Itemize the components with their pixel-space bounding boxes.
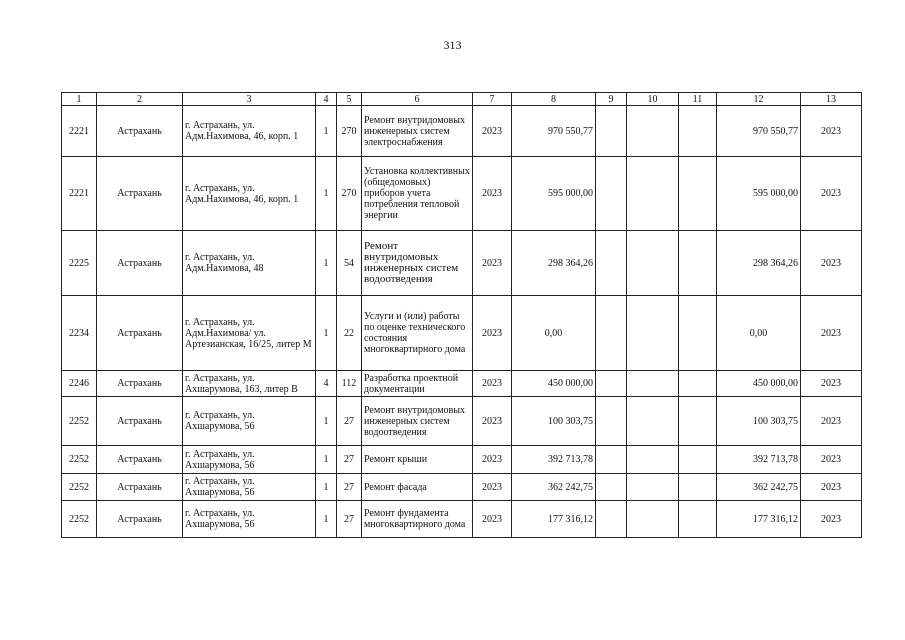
work-type: Ремонт внутридомовых инженерных систем водоотведения bbox=[362, 397, 473, 446]
house-id: 2221 bbox=[62, 106, 97, 157]
col-9-value bbox=[596, 296, 627, 371]
cost-fund: 298 364,26 bbox=[717, 231, 801, 296]
table-row bbox=[62, 106, 862, 157]
column-number: 11 bbox=[679, 93, 717, 106]
column-number: 3 bbox=[183, 93, 316, 106]
cost-fund: 450 000,00 bbox=[717, 371, 801, 397]
cost-fund: 362 242,75 bbox=[717, 474, 801, 501]
address: г. Астрахань, ул. Ахшарумова, 56 bbox=[183, 501, 316, 538]
col-11-value bbox=[679, 446, 717, 474]
column-number: 2 bbox=[97, 93, 183, 106]
address: г. Астрахань, ул. Ахшарумова, 56 bbox=[183, 446, 316, 474]
column-number: 7 bbox=[473, 93, 512, 106]
cost-total: 392 713,78 bbox=[512, 446, 596, 474]
table-row bbox=[62, 501, 862, 538]
year-end: 2023 bbox=[801, 474, 862, 501]
table-row bbox=[62, 446, 862, 474]
column-number: 10 bbox=[627, 93, 679, 106]
column-number: 6 bbox=[362, 93, 473, 106]
col-9-value bbox=[596, 371, 627, 397]
address: г. Астрахань, ул. Ахшарумова, 56 bbox=[183, 397, 316, 446]
year: 2023 bbox=[473, 446, 512, 474]
address: г. Астрахань, ул. Ахшарумова, 163, литер В bbox=[183, 371, 316, 397]
col-5-value: 27 bbox=[337, 397, 362, 446]
col-5-value: 270 bbox=[337, 106, 362, 157]
cost-total: 177 316,12 bbox=[512, 501, 596, 538]
col-11-value bbox=[679, 157, 717, 231]
house-id: 2221 bbox=[62, 157, 97, 231]
work-type: Ремонт внутридомовых инженерных систем электроснабжения bbox=[362, 106, 473, 157]
work-type: Ремонт фундамента многоквартирного дома bbox=[362, 501, 473, 538]
house-id: 2246 bbox=[62, 371, 97, 397]
cost-fund: 100 303,75 bbox=[717, 397, 801, 446]
column-number: 1 bbox=[62, 93, 97, 106]
city: Астрахань bbox=[97, 501, 183, 538]
table-row bbox=[62, 296, 862, 371]
col-10-value bbox=[627, 501, 679, 538]
col-5-value: 270 bbox=[337, 157, 362, 231]
col-5-value: 27 bbox=[337, 474, 362, 501]
city: Астрахань bbox=[97, 397, 183, 446]
col-4-value: 1 bbox=[316, 446, 337, 474]
table-row bbox=[62, 474, 862, 501]
col-9-value bbox=[596, 106, 627, 157]
cost-fund: 392 713,78 bbox=[717, 446, 801, 474]
city: Астрахань bbox=[97, 474, 183, 501]
col-5-value: 27 bbox=[337, 501, 362, 538]
city: Астрахань bbox=[97, 231, 183, 296]
col-4-value: 1 bbox=[316, 397, 337, 446]
col-11-value bbox=[679, 371, 717, 397]
year: 2023 bbox=[473, 474, 512, 501]
col-5-value: 112 bbox=[337, 371, 362, 397]
house-id: 2252 bbox=[62, 474, 97, 501]
col-9-value bbox=[596, 397, 627, 446]
cost-total: 450 000,00 bbox=[512, 371, 596, 397]
col-5-value: 22 bbox=[337, 296, 362, 371]
col-10-value bbox=[627, 371, 679, 397]
address: г. Астрахань, ул. Адм.Нахимова, 46, корп. 1 bbox=[183, 106, 316, 157]
city: Астрахань bbox=[97, 446, 183, 474]
work-type: Ремонт внутридомовых инженерных систем водоотведения bbox=[362, 231, 473, 296]
col-9-value bbox=[596, 446, 627, 474]
col-4-value: 1 bbox=[316, 106, 337, 157]
col-4-value: 4 bbox=[316, 371, 337, 397]
year: 2023 bbox=[473, 501, 512, 538]
work-type: Услуги и (или) работы по оценке технического состояния многоквартирного дома bbox=[362, 296, 473, 371]
house-id: 2252 bbox=[62, 501, 97, 538]
year: 2023 bbox=[473, 397, 512, 446]
col-10-value bbox=[627, 474, 679, 501]
col-10-value bbox=[627, 296, 679, 371]
col-11-value bbox=[679, 296, 717, 371]
table-row bbox=[62, 231, 862, 296]
col-9-value bbox=[596, 501, 627, 538]
cost-total: 595 000,00 bbox=[512, 157, 596, 231]
col-9-value bbox=[596, 157, 627, 231]
year-end: 2023 bbox=[801, 106, 862, 157]
col-11-value bbox=[679, 106, 717, 157]
col-11-value bbox=[679, 501, 717, 538]
col-4-value: 1 bbox=[316, 157, 337, 231]
house-id: 2252 bbox=[62, 446, 97, 474]
address: г. Астрахань, ул. Адм.Нахимова, 46, корп. 1 bbox=[183, 157, 316, 231]
cost-fund: 595 000,00 bbox=[717, 157, 801, 231]
year: 2023 bbox=[473, 106, 512, 157]
cost-total: 970 550,77 bbox=[512, 106, 596, 157]
house-id: 2225 bbox=[62, 231, 97, 296]
col-11-value bbox=[679, 474, 717, 501]
cost-fund: 0,00 bbox=[717, 296, 801, 371]
col-4-value: 1 bbox=[316, 296, 337, 371]
col-5-value: 27 bbox=[337, 446, 362, 474]
year: 2023 bbox=[473, 231, 512, 296]
col-5-value: 54 bbox=[337, 231, 362, 296]
work-type: Ремонт крыши bbox=[362, 446, 473, 474]
year-end: 2023 bbox=[801, 371, 862, 397]
col-4-value: 1 bbox=[316, 231, 337, 296]
city: Астрахань bbox=[97, 371, 183, 397]
year-end: 2023 bbox=[801, 446, 862, 474]
address: г. Астрахань, ул. Адм.Нахимова, 48 bbox=[183, 231, 316, 296]
column-number: 4 bbox=[316, 93, 337, 106]
year-end: 2023 bbox=[801, 397, 862, 446]
cost-total: 0,00 bbox=[512, 296, 596, 371]
col-4-value: 1 bbox=[316, 501, 337, 538]
year-end: 2023 bbox=[801, 296, 862, 371]
year-end: 2023 bbox=[801, 501, 862, 538]
column-number: 9 bbox=[596, 93, 627, 106]
col-11-value bbox=[679, 397, 717, 446]
col-10-value bbox=[627, 231, 679, 296]
table-row bbox=[62, 157, 862, 231]
work-type: Установка коллективных (общедомовых) приборов учета потребления тепловой энергии bbox=[362, 157, 473, 231]
col-10-value bbox=[627, 446, 679, 474]
column-number: 12 bbox=[717, 93, 801, 106]
city: Астрахань bbox=[97, 157, 183, 231]
cost-total: 100 303,75 bbox=[512, 397, 596, 446]
year: 2023 bbox=[473, 296, 512, 371]
year: 2023 bbox=[473, 157, 512, 231]
work-type: Ремонт фасада bbox=[362, 474, 473, 501]
column-number-row bbox=[62, 93, 862, 106]
table-row bbox=[62, 371, 862, 397]
city: Астрахань bbox=[97, 106, 183, 157]
col-9-value bbox=[596, 474, 627, 501]
year-end: 2023 bbox=[801, 157, 862, 231]
col-10-value bbox=[627, 397, 679, 446]
column-number: 13 bbox=[801, 93, 862, 106]
house-id: 2234 bbox=[62, 296, 97, 371]
col-10-value bbox=[627, 106, 679, 157]
city: Астрахань bbox=[97, 296, 183, 371]
address: г. Астрахань, ул. Адм.Нахимова/ ул. Артезианская, 16/25, литер М bbox=[183, 296, 316, 371]
cost-fund: 970 550,77 bbox=[717, 106, 801, 157]
col-4-value: 1 bbox=[316, 474, 337, 501]
col-10-value bbox=[627, 157, 679, 231]
year-end: 2023 bbox=[801, 231, 862, 296]
cost-fund: 177 316,12 bbox=[717, 501, 801, 538]
year: 2023 bbox=[473, 371, 512, 397]
column-number: 5 bbox=[337, 93, 362, 106]
work-type: Разработка проектной документации bbox=[362, 371, 473, 397]
cost-total: 362 242,75 bbox=[512, 474, 596, 501]
table-row bbox=[62, 397, 862, 446]
house-id: 2252 bbox=[62, 397, 97, 446]
page-number: 313 bbox=[443, 38, 462, 52]
col-9-value bbox=[596, 231, 627, 296]
address: г. Астрахань, ул. Ахшарумова, 56 bbox=[183, 474, 316, 501]
cost-total: 298 364,26 bbox=[512, 231, 596, 296]
column-number: 8 bbox=[512, 93, 596, 106]
col-11-value bbox=[679, 231, 717, 296]
capital-repair-table bbox=[61, 92, 862, 538]
